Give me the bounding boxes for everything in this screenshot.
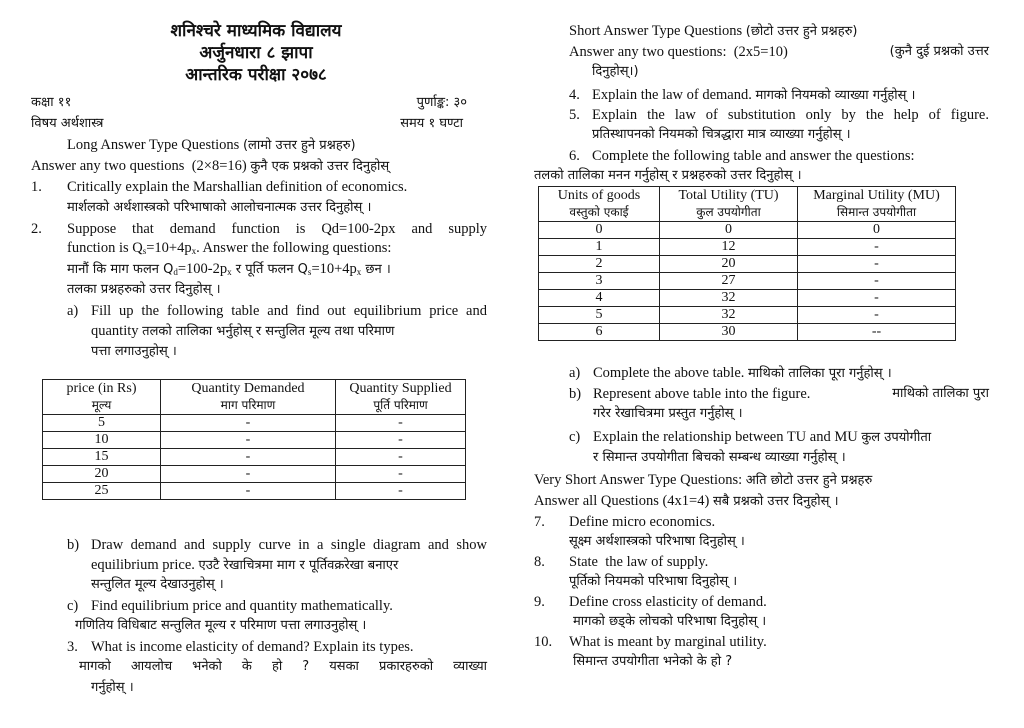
header-en: Total Utility (TU) [678,188,779,203]
q1-text-np: मार्शलको अर्थशास्त्रको परिभाषाको आलोचनात्मक उत्तर दिनुहोस् । [67,200,372,215]
table-row [539,273,956,290]
q1-number: 1. [31,179,42,195]
header-mu [798,187,956,222]
q3-text-np-line1: मागको आयलोच भनेको के हो ? यसका प्रकारहरुको व्याख्या [79,659,487,674]
q2c-text-en: Find equilibrium price and quantity mathematically. [91,598,393,614]
table-cell: 2 [539,256,660,273]
table-cell: - [161,466,336,483]
table-row [539,222,956,239]
subject-label: विषय अर्थशास्त्र [31,116,104,131]
class-label: कक्षा ११ [31,95,72,110]
header-np: कुल उपयोगीता [696,205,761,219]
q2-en2-part: function is Q [67,240,143,256]
header-tu [660,187,798,222]
q2b-label: b) [67,537,80,553]
table-cell: - [798,307,956,324]
table-cell: 20 [43,466,161,483]
q2-np1-sub: x [356,267,362,277]
school-name: शनिश्चरे माध्यमिक विद्यालय [170,21,342,41]
q9-number: 9. [534,594,545,610]
header-np: मूल्य [91,398,112,412]
q2b-en2: equilibrium price. [91,557,195,573]
long-section-heading [67,136,356,155]
table-cell: - [336,415,466,432]
table-row [539,256,956,273]
header-en: Marginal Utility (MU) [813,188,940,203]
q2a-en2: quantity [91,323,139,339]
table-cell: - [161,483,336,500]
q6b-text-line1 [593,385,989,403]
q2-en2-sub: x [191,246,197,256]
q2a-np2: तलको तालिका भर्नुहोस् र सन्तुलित मूल्य तथा परिमाण [142,324,395,339]
q2-text-np-line1 [67,260,391,281]
table-cell: - [798,290,956,307]
q2-np1-part: =10+4p [311,261,357,277]
short-instruction-np: (कुनै दुई प्रश्नको उत्तर [889,44,989,59]
very-short-instruction [534,492,839,511]
header-price [43,380,161,415]
q5-text-np: प्रतिस्थापनको नियमको चित्रद्धारा मात्र व्याख्या गर्नुहोस् । [592,127,851,142]
q4-number: 4. [569,87,580,103]
very-short-instruction-np: सबै प्रश्नको उत्तर दिनुहोस् । [712,494,839,509]
table-cell: 30 [660,324,798,341]
table-header-row [43,380,466,415]
q2-np1-sub: d [173,267,178,277]
q9-text-np: मागको छड्के लोचको परिभाषा दिनुहोस् । [573,614,767,629]
long-instruction [31,157,389,176]
table-cell: - [161,432,336,449]
price-quantity-table [42,379,466,500]
q2-en2-part: . Answer the following questions: [196,240,392,256]
q6-text-en: Complete the following table and answer the questions: [592,148,915,164]
header-units [539,187,660,222]
q10-number: 10. [534,634,553,650]
q7-text-en: Define micro economics. [569,514,716,530]
long-heading-en: Long Answer Type Questions [67,137,240,153]
header-qty-supplied [336,380,466,415]
table-cell: 32 [660,290,798,307]
header-en: Quantity Demanded [191,381,305,396]
q6-number: 6. [569,148,580,164]
q6c-text-np-line2: र सिमान्त उपयोगीता बिचको सम्बन्ध व्याख्या गर्नुहोस् । [593,450,846,465]
q2b-text-line2 [91,556,398,575]
header-en: price (in Rs) [66,381,137,396]
q2b-text-en-line1: Draw demand and supply curve in a single diagram and show [91,537,487,553]
q2-np1-part: मानौं कि माग फलन Q [67,262,174,277]
q2-np1-part: =100-2p [177,261,228,277]
table-cell: 15 [43,449,161,466]
long-heading-np: (लामो उत्तर हुने प्रश्नहरु) [242,138,356,153]
table-cell: 25 [43,483,161,500]
very-short-section-heading [534,471,872,490]
q6b-label: b) [569,386,582,402]
table-cell: - [336,483,466,500]
q6-text-np: तलको तालिका मनन गर्नुहोस् र प्रश्नहरुको उत्तर दिनुहोस् । [534,168,802,183]
table-cell: - [798,239,956,256]
header-np: वस्तुको एकाई [569,205,629,219]
table-cell: 1 [539,239,660,256]
q2-en2-part: =10+4p [146,240,192,256]
table-cell: 12 [660,239,798,256]
table-row [539,239,956,256]
q4-text-en: Explain the law of demand. [592,87,752,103]
q10-text-en: What is meant by marginal utility. [569,634,767,650]
q6c-text-en: Explain the relationship between TU and MU [593,429,858,445]
table-cell: 10 [43,432,161,449]
q2b-text-np-line3: सन्तुलित मूल्य देखाउनुहोस् । [91,577,224,592]
table-cell: - [161,449,336,466]
exam-title: आन्तरिक परीक्षा २०७८ [185,65,327,85]
q6a-text [593,364,892,383]
short-section-heading [569,22,858,41]
q8-number: 8. [534,554,545,570]
q5-text-en: Explain the law of substitution only by the help of figure. [592,107,989,123]
table-row [539,307,956,324]
table-row [539,324,956,341]
q2c-label: c) [67,598,79,614]
q7-text-np: सूक्ष्म अर्थशास्त्रको परिभाषा दिनुहोस् । [569,534,745,549]
q2a-text-np-line3: पत्ता लगाउनुहोस् । [91,344,177,359]
very-short-instruction-en: Answer all Questions (4x1=4) [534,493,710,509]
q2-np1-part: र पूर्ति फलन Q [231,262,308,277]
table-cell: 0 [660,222,798,239]
q2-np1-part: छन । [361,262,391,277]
table-cell: 0 [539,222,660,239]
table-cell: 0 [798,222,956,239]
utility-table [538,186,956,341]
q2a-label: a) [67,303,79,319]
header-np: माग परिमाण [220,398,276,412]
table-cell: - [336,449,466,466]
header-qty-demanded [161,380,336,415]
table-cell: 3 [539,273,660,290]
q3-text-en: What is income elasticity of demand? Explain its types. [91,639,414,655]
q2a-text-en-line1: Fill up the following table and find out equilibrium price and [91,303,487,319]
table-row [43,483,466,500]
q6b-text-en: Represent above table into the figure. [593,386,811,402]
table-cell: 5 [539,307,660,324]
time-label: समय १ घण्टा [400,116,463,131]
table-row [43,466,466,483]
table-cell: -- [798,324,956,341]
table-cell: 4 [539,290,660,307]
school-address: अर्जुनधारा ८ झापा [199,43,313,63]
header-np: सिमान्त उपयोगीता [836,205,917,219]
q6b-text-np1: माथिको तालिका पुरा [892,386,989,401]
q8-text-en: State the law of supply. [569,554,709,570]
q3-number: 3. [67,639,78,655]
table-cell: 5 [43,415,161,432]
header-en: Quantity Supplied [349,381,452,396]
long-instruction-en: Answer any two questions (2×8=16) [31,158,247,174]
short-instruction-np-line2: दिनुहोस्।) [592,64,639,79]
short-instruction [569,43,989,61]
q5-number: 5. [569,107,580,123]
q6a-text-en: Complete the above table. [593,365,745,381]
table-cell: 32 [660,307,798,324]
q2-np1-sub: s [307,267,312,277]
table-row [43,449,466,466]
table-cell: - [336,466,466,483]
table-cell: - [336,432,466,449]
short-instruction-en: Answer any two questions: (2x5=10) [569,44,788,60]
q2-number: 2. [31,221,42,237]
table-cell: 20 [660,256,798,273]
q2b-np2: एउटै रेखाचित्रमा माग र पूर्तिवक्ररेखा बनाएर [198,558,399,573]
q10-text-np: सिमान्त उपयोगीता भनेको के हो ? [573,654,733,669]
q2-en2-sub: s [142,246,147,256]
q1-text-en: Critically explain the Marshallian definition of economics. [67,179,408,195]
q6a-label: a) [569,365,581,381]
q2-text-np-line2: तलका प्रश्नहरुको उत्तर दिनुहोस् । [67,282,221,297]
long-instruction-np: कुनै एक प्रश्नको उत्तर दिनुहोस् [250,159,390,174]
very-short-heading-np: अति छोटो उत्तर हुने प्रश्नहरु [745,473,873,488]
header-en: Units of goods [557,188,641,203]
table-row [43,432,466,449]
q2-text-en-line1: Suppose that demand function is Qd=100-2px and supply [67,221,487,237]
q6c-label: c) [569,429,581,445]
q4-text-np: मागको नियमको व्याख्या गर्नुहोस् । [755,88,916,103]
q4-text [592,86,915,105]
q2-np1-sub: x [227,267,232,277]
q6c-text-np1: कुल उपयोगीता [861,430,932,445]
table-cell: - [798,273,956,290]
short-heading-np: (छोटो उत्तर हुने प्रश्नहरु) [745,24,858,39]
q7-number: 7. [534,514,545,530]
q8-text-np: पूर्तिको नियमको परिभाषा दिनुहोस् । [569,574,738,589]
table-row [539,290,956,307]
short-heading-en: Short Answer Type Questions [569,23,743,39]
table-cell: 27 [660,273,798,290]
q6a-text-np: माथिको तालिका पूरा गर्नुहोस् । [748,366,892,381]
table-cell: - [161,415,336,432]
very-short-heading-en: Very Short Answer Type Questions: [534,472,743,488]
q2-text-en-line2 [67,239,391,260]
q9-text-en: Define cross elasticity of demand. [569,594,767,610]
full-marks: पुर्णाङ्क: ३० [416,95,467,110]
q2a-text-line2 [91,322,394,341]
q6b-text-np-line2: गरेर रेखाचित्रमा प्रस्तुत गर्नुहोस् । [593,406,743,421]
q3-text-np-line2: गर्नुहोस् । [91,680,134,695]
table-header-row [539,187,956,222]
q6c-text-line1 [593,428,931,447]
table-cell: 6 [539,324,660,341]
q2c-text-np: गणितिय विधिबाट सन्तुलित मूल्य र परिमाण पत्ता लगाउनुहोस् । [75,618,367,633]
header-np: पूर्ति परिमाण [373,398,428,412]
table-cell: - [798,256,956,273]
table-row [43,415,466,432]
